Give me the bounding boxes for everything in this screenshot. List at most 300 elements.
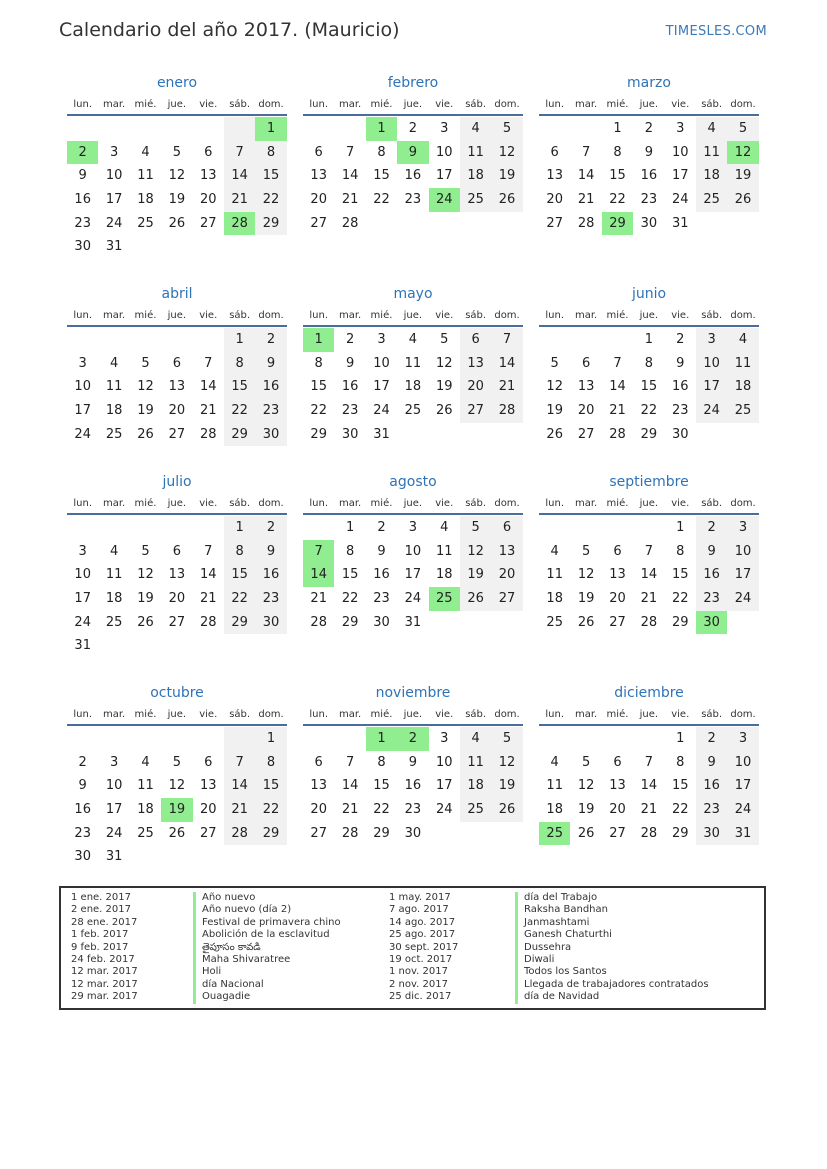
day-cell: 11 <box>435 543 453 559</box>
holiday-day-cell: 1 <box>366 727 397 751</box>
day-cell: 16 <box>341 379 359 395</box>
empty-day-cell <box>303 516 334 540</box>
day-cell: 20 <box>168 591 186 607</box>
day-cell: 28 <box>224 822 255 846</box>
weekday-label: mié. <box>606 498 629 509</box>
legend-holiday-name: día de Navidad <box>515 991 709 1003</box>
legend-left-names <box>193 892 341 1004</box>
day-cell: 7 <box>491 328 522 352</box>
weekday-label: lun. <box>545 310 565 321</box>
day-cell: 13 <box>310 778 327 794</box>
month-noviembre <box>303 682 523 845</box>
weekday-label: lun. <box>545 99 565 110</box>
weekday-label: dom. <box>494 709 520 720</box>
day-cell: 6 <box>491 516 522 540</box>
day-cell: 22 <box>373 192 390 208</box>
empty-day-cell <box>429 611 460 635</box>
day-cell: 22 <box>640 403 658 419</box>
weekday-header <box>303 305 523 325</box>
day-cell: 15 <box>609 168 626 184</box>
day-cell: 26 <box>546 426 563 442</box>
day-cell: 7 <box>644 543 653 559</box>
empty-day-cell <box>727 212 758 236</box>
weekday-label: sáb. <box>229 709 251 720</box>
day-grid <box>539 727 759 845</box>
day-cell: 25 <box>460 798 491 822</box>
holiday-day-cell: 1 <box>255 117 286 141</box>
day-cell: 19 <box>168 192 186 208</box>
empty-day-cell <box>224 727 255 751</box>
day-cell: 17 <box>404 567 422 583</box>
day-cell: 10 <box>727 540 758 564</box>
day-cell: 29 <box>341 614 359 630</box>
day-cell: 27 <box>310 825 327 841</box>
day-cell: 8 <box>224 540 255 564</box>
weekday-label: lun. <box>73 99 93 110</box>
weekday-label: vie. <box>435 498 454 509</box>
day-cell: 19 <box>727 164 758 188</box>
legend-date: 25 dic. 2017 <box>389 991 452 1003</box>
month-septiembre <box>539 471 759 634</box>
month-diciembre <box>539 682 759 845</box>
empty-day-cell <box>161 117 192 141</box>
day-cell: 20 <box>199 802 217 818</box>
day-cell: 3 <box>440 731 449 746</box>
day-cell: 11 <box>727 352 758 376</box>
month-name: marzo <box>627 75 671 91</box>
day-cell: 29 <box>640 426 658 442</box>
day-cell: 6 <box>204 144 213 160</box>
day-cell: 16 <box>404 778 422 794</box>
legend-holiday-name: Ouagadie <box>193 991 341 1003</box>
day-cell: 9 <box>644 144 653 160</box>
day-cell: 18 <box>727 375 758 399</box>
weekday-label: sáb. <box>465 709 487 720</box>
day-cell: 8 <box>345 543 355 559</box>
weekday-label: jue. <box>167 498 187 509</box>
empty-day-cell <box>224 845 255 869</box>
day-cell: 24 <box>727 798 758 822</box>
weekday-label: jue. <box>403 709 423 720</box>
day-cell: 21 <box>224 798 255 822</box>
empty-day-cell <box>130 235 161 259</box>
weekday-label: lun. <box>545 709 565 720</box>
day-cell: 30 <box>696 822 727 846</box>
day-cell: 16 <box>373 567 390 583</box>
weekday-label: dom. <box>258 498 284 509</box>
weekday-label: jue. <box>167 310 187 321</box>
weekday-label: vie. <box>435 99 454 110</box>
empty-day-cell <box>602 328 633 352</box>
day-cell: 14 <box>341 168 359 184</box>
empty-day-cell <box>334 117 365 141</box>
day-cell: 20 <box>460 375 491 399</box>
day-cell: 9 <box>345 355 355 371</box>
holiday-day-cell: 19 <box>161 798 192 822</box>
day-cell: 26 <box>460 587 491 611</box>
day-cell: 8 <box>676 754 685 770</box>
day-cell: 20 <box>577 403 595 419</box>
day-cell: 28 <box>491 399 522 423</box>
weekday-label: sáb. <box>465 99 487 110</box>
day-cell: 9 <box>408 754 417 770</box>
day-cell: 31 <box>727 822 758 846</box>
weekday-label: mié. <box>134 709 157 720</box>
day-cell: 8 <box>224 352 255 376</box>
weekday-label: lun. <box>309 498 329 509</box>
day-cell: 8 <box>314 355 323 371</box>
day-cell: 24 <box>435 802 453 818</box>
day-cell: 11 <box>460 141 491 165</box>
weekday-header <box>303 94 523 114</box>
day-grid <box>303 727 523 845</box>
day-cell: 21 <box>341 802 359 818</box>
day-grid <box>539 117 759 235</box>
holiday-day-cell: 9 <box>397 141 428 165</box>
day-cell: 31 <box>105 239 123 255</box>
weekday-label: sáb. <box>465 310 487 321</box>
weekday-label: vie. <box>199 310 218 321</box>
day-cell: 1 <box>613 121 622 136</box>
day-cell: 18 <box>137 192 154 208</box>
day-cell: 14 <box>640 567 658 583</box>
day-cell: 10 <box>74 379 91 395</box>
weekday-header <box>539 704 759 724</box>
day-cell: 7 <box>345 754 355 770</box>
weekday-header <box>67 305 287 325</box>
day-cell: 1 <box>676 731 685 746</box>
weekday-label: lun. <box>73 310 93 321</box>
legend-date: 24 feb. 2017 <box>71 953 135 965</box>
day-cell: 20 <box>168 403 186 419</box>
legend-holiday-name: Año nuevo <box>193 892 341 904</box>
empty-day-cell <box>570 727 601 751</box>
day-cell: 1 <box>224 516 255 540</box>
day-cell: 27 <box>168 614 186 630</box>
day-cell: 16 <box>696 563 727 587</box>
day-cell: 25 <box>696 188 727 212</box>
weekday-label: sáb. <box>701 310 723 321</box>
day-cell: 21 <box>310 591 327 607</box>
empty-day-cell <box>98 727 129 751</box>
day-cell: 13 <box>577 379 595 395</box>
day-cell: 10 <box>435 754 453 770</box>
day-cell: 7 <box>345 144 355 160</box>
day-cell: 23 <box>255 587 286 611</box>
day-cell: 2 <box>345 332 355 347</box>
day-cell: 2 <box>255 328 286 352</box>
day-cell: 13 <box>460 352 491 376</box>
day-cell: 18 <box>105 403 123 419</box>
day-cell: 12 <box>168 168 186 184</box>
weekday-label: vie. <box>435 310 454 321</box>
legend-holiday-name: Janmashtami <box>515 917 709 929</box>
month-enero <box>67 72 287 259</box>
day-cell: 27 <box>609 825 626 841</box>
weekday-label: mar. <box>574 709 598 720</box>
day-cell: 27 <box>199 215 217 231</box>
day-cell: 19 <box>546 403 563 419</box>
empty-day-cell <box>67 516 98 540</box>
day-cell: 28 <box>310 614 327 630</box>
holiday-day-cell: 7 <box>303 540 334 564</box>
month-julio <box>67 471 287 658</box>
empty-day-cell <box>130 727 161 751</box>
day-cell: 14 <box>199 379 217 395</box>
day-cell: 12 <box>460 540 491 564</box>
empty-day-cell <box>161 235 192 259</box>
day-cell: 24 <box>74 614 91 630</box>
day-cell: 2 <box>644 121 653 136</box>
holiday-day-cell: 14 <box>303 563 334 587</box>
weekday-label: mié. <box>134 498 157 509</box>
weekday-label: vie. <box>199 498 218 509</box>
day-cell: 12 <box>546 379 563 395</box>
day-cell: 14 <box>224 164 255 188</box>
site-link[interactable]: TIMESLES.COM <box>665 24 767 39</box>
day-cell: 10 <box>74 567 91 583</box>
legend-right-dates <box>389 892 458 1004</box>
day-cell: 25 <box>404 403 422 419</box>
empty-day-cell <box>696 423 727 447</box>
day-cell: 6 <box>581 355 591 371</box>
day-cell: 18 <box>460 774 491 798</box>
day-cell: 6 <box>314 144 323 160</box>
empty-day-cell <box>161 727 192 751</box>
legend-date: 19 oct. 2017 <box>389 953 453 965</box>
day-cell: 1 <box>255 727 286 751</box>
day-cell: 2 <box>676 332 685 347</box>
day-cell: 15 <box>310 379 327 395</box>
day-cell: 23 <box>341 403 359 419</box>
weekday-label: sáb. <box>701 99 723 110</box>
day-cell: 25 <box>137 825 154 841</box>
day-cell: 18 <box>696 164 727 188</box>
weekday-label: mié. <box>370 709 393 720</box>
empty-day-cell <box>539 516 570 540</box>
day-cell: 18 <box>460 164 491 188</box>
empty-day-cell <box>130 516 161 540</box>
weekday-header <box>539 94 759 114</box>
day-cell: 16 <box>255 563 286 587</box>
weekday-label: lun. <box>309 99 329 110</box>
day-cell: 4 <box>109 355 119 371</box>
month-febrero <box>303 72 523 235</box>
day-cell: 30 <box>373 614 390 630</box>
day-cell: 12 <box>491 751 522 775</box>
day-cell: 7 <box>204 543 213 559</box>
day-cell: 4 <box>460 117 491 141</box>
day-cell: 10 <box>671 144 689 160</box>
day-grid <box>67 117 287 259</box>
day-grid <box>67 727 287 869</box>
day-cell: 30 <box>404 825 422 841</box>
day-cell: 29 <box>373 825 390 841</box>
weekday-label: vie. <box>199 709 218 720</box>
empty-day-cell <box>491 423 522 447</box>
day-cell: 17 <box>435 168 453 184</box>
day-cell: 4 <box>141 144 150 160</box>
day-cell: 12 <box>168 778 186 794</box>
day-cell: 27 <box>577 426 595 442</box>
day-cell: 11 <box>137 168 154 184</box>
day-cell: 9 <box>255 352 286 376</box>
day-cell: 3 <box>440 121 449 136</box>
day-cell: 5 <box>581 754 591 770</box>
day-cell: 13 <box>199 778 217 794</box>
legend-holiday-name: día Nacional <box>193 979 341 991</box>
legend-date: 9 feb. 2017 <box>71 941 129 953</box>
day-cell: 23 <box>255 399 286 423</box>
day-cell: 30 <box>255 611 286 635</box>
day-cell: 20 <box>491 563 522 587</box>
day-cell: 9 <box>255 540 286 564</box>
weekday-label: sáb. <box>229 99 251 110</box>
day-cell: 3 <box>696 328 727 352</box>
empty-day-cell <box>67 727 98 751</box>
day-cell: 14 <box>609 379 626 395</box>
empty-day-cell <box>696 212 727 236</box>
day-cell: 15 <box>255 774 286 798</box>
day-cell: 23 <box>74 825 91 841</box>
header-rule <box>303 325 523 327</box>
day-cell: 6 <box>460 328 491 352</box>
weekday-label: mar. <box>338 99 362 110</box>
day-cell: 13 <box>609 778 626 794</box>
empty-day-cell <box>98 516 129 540</box>
day-cell: 2 <box>78 754 87 770</box>
weekday-header <box>539 493 759 513</box>
month-name: agosto <box>389 474 437 490</box>
legend-holiday-name: Dussehra <box>515 942 709 954</box>
empty-day-cell <box>602 727 633 751</box>
weekday-label: jue. <box>639 709 659 720</box>
day-cell: 22 <box>341 591 359 607</box>
weekday-label: mar. <box>102 498 126 509</box>
day-cell: 27 <box>310 215 327 231</box>
weekday-label: mar. <box>102 709 126 720</box>
header-rule <box>539 325 759 327</box>
empty-day-cell <box>633 516 664 540</box>
weekday-label: mié. <box>606 310 629 321</box>
header-rule <box>303 513 523 515</box>
empty-day-cell <box>633 727 664 751</box>
day-cell: 3 <box>727 727 758 751</box>
day-cell: 17 <box>696 375 727 399</box>
empty-day-cell <box>161 634 192 658</box>
month-name: diciembre <box>614 685 684 701</box>
day-cell: 6 <box>613 543 622 559</box>
day-cell: 14 <box>640 778 658 794</box>
day-cell: 24 <box>696 399 727 423</box>
day-cell: 20 <box>310 192 327 208</box>
day-cell: 13 <box>546 168 563 184</box>
day-cell: 24 <box>105 215 123 231</box>
day-cell: 18 <box>435 567 453 583</box>
empty-day-cell <box>98 634 129 658</box>
empty-day-cell <box>193 516 224 540</box>
weekday-label: lun. <box>73 709 93 720</box>
empty-day-cell <box>255 235 286 259</box>
day-cell: 15 <box>640 379 658 395</box>
month-abril <box>67 283 287 446</box>
day-cell: 19 <box>137 403 154 419</box>
month-name: junio <box>631 286 667 302</box>
header-rule <box>67 724 287 726</box>
header-rule <box>303 114 523 116</box>
month-name: mayo <box>393 286 433 302</box>
day-cell: 13 <box>609 567 626 583</box>
day-cell: 6 <box>550 144 559 160</box>
holiday-day-cell: 1 <box>303 328 334 352</box>
day-cell: 3 <box>109 754 119 770</box>
weekday-label: mar. <box>574 99 598 110</box>
legend-holiday-name: Raksha Bandhan <box>515 904 709 916</box>
day-cell: 15 <box>373 778 390 794</box>
day-cell: 8 <box>676 543 685 559</box>
day-cell: 22 <box>255 188 286 212</box>
day-cell: 3 <box>408 520 417 535</box>
day-cell: 23 <box>404 192 422 208</box>
empty-day-cell <box>570 328 601 352</box>
empty-day-cell <box>397 423 428 447</box>
day-grid <box>303 117 523 235</box>
day-cell: 23 <box>640 192 658 208</box>
day-cell: 21 <box>640 802 658 818</box>
weekday-label: dom. <box>258 310 284 321</box>
empty-day-cell <box>193 727 224 751</box>
day-cell: 25 <box>137 215 154 231</box>
weekday-label: dom. <box>258 709 284 720</box>
day-cell: 10 <box>435 144 453 160</box>
day-cell: 16 <box>640 168 658 184</box>
weekday-label: dom. <box>730 99 756 110</box>
legend-holiday-name: día del Trabajo <box>515 892 709 904</box>
legend-date: 30 sept. 2017 <box>389 941 459 953</box>
day-cell: 31 <box>74 638 91 654</box>
day-cell: 10 <box>696 352 727 376</box>
day-cell: 27 <box>460 399 491 423</box>
empty-day-cell <box>491 822 522 846</box>
day-cell: 9 <box>78 168 87 184</box>
day-cell: 5 <box>141 355 150 371</box>
day-cell: 13 <box>310 168 327 184</box>
day-cell: 14 <box>341 778 359 794</box>
day-cell: 18 <box>137 802 154 818</box>
day-cell: 23 <box>696 798 727 822</box>
day-cell: 22 <box>671 591 689 607</box>
day-cell: 3 <box>78 355 87 371</box>
day-cell: 7 <box>581 144 591 160</box>
day-cell: 20 <box>609 591 626 607</box>
empty-day-cell <box>161 516 192 540</box>
weekday-label: vie. <box>671 310 690 321</box>
day-cell: 6 <box>204 754 213 770</box>
day-cell: 2 <box>408 121 417 136</box>
day-cell: 25 <box>105 614 123 630</box>
day-cell: 28 <box>640 825 658 841</box>
holiday-legend <box>59 886 766 1010</box>
weekday-label: sáb. <box>701 709 723 720</box>
weekday-label: jue. <box>403 99 423 110</box>
weekday-label: jue. <box>639 310 659 321</box>
empty-day-cell <box>460 611 491 635</box>
day-cell: 29 <box>255 822 286 846</box>
header-rule <box>539 724 759 726</box>
legend-holiday-name: Diwali <box>515 954 709 966</box>
day-cell: 21 <box>491 375 522 399</box>
header-rule <box>539 114 759 116</box>
